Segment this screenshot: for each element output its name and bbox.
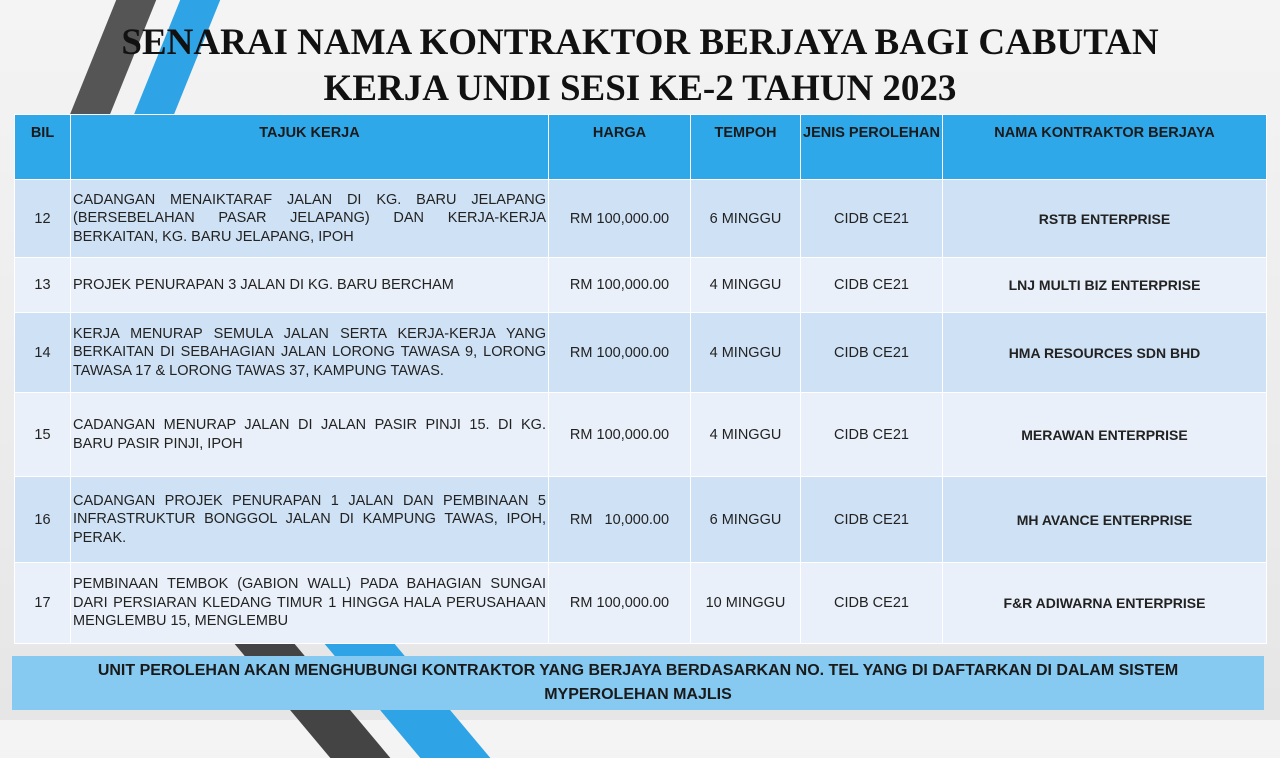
header-tempoh: TEMPOH [691,115,801,180]
cell-nama-kontraktor: HMA RESOURCES SDN BHD [943,313,1267,393]
cell-jenis-perolehan: CIDB CE21 [801,258,943,313]
table-row [15,477,1267,563]
header-jenis-perolehan: JENIS PEROLEHAN [801,115,943,180]
table-header [15,115,1267,180]
cell-tajuk-kerja: CADANGAN PROJEK PENURAPAN 1 JALAN DAN PEMBINAAN 5 INFRASTRUKTUR BONGGOL JALAN DI KAMPUNG TAWAS, IPOH, PERAK. [71,477,549,563]
table-row [15,313,1267,393]
header-harga: HARGA [549,115,691,180]
cell-nama-kontraktor: MERAWAN ENTERPRISE [943,393,1267,477]
cell-nama-kontraktor: F&R ADIWARNA ENTERPRISE [943,563,1267,644]
cell-bil: 15 [15,393,71,477]
footer-notice [12,656,1264,710]
cell-bil: 14 [15,313,71,393]
cell-harga: RM 100,000.00 [549,313,691,393]
table-row [15,258,1267,313]
cell-harga: RM 100,000.00 [549,563,691,644]
cell-tempoh: 6 MINGGU [691,477,801,563]
title-line-2: KERJA UNDI SESI KE-2 TAHUN 2023 [323,68,957,109]
cell-bil: 13 [15,258,71,313]
cell-tajuk-kerja: PROJEK PENURAPAN 3 JALAN DI KG. BARU BERCHAM [71,258,549,313]
cell-harga: RM 10,000.00 [549,477,691,563]
cell-tempoh: 10 MINGGU [691,563,801,644]
cell-nama-kontraktor: LNJ MULTI BIZ ENTERPRISE [943,258,1267,313]
header-nama-kontraktor: NAMA KONTRAKTOR BERJAYA [943,115,1267,180]
cell-bil: 16 [15,477,71,563]
cell-tempoh: 4 MINGGU [691,258,801,313]
title-line-1: SENARAI NAMA KONTRAKTOR BERJAYA BAGI CABUTAN [121,22,1159,63]
footer-notice-text: UNIT PEROLEHAN AKAN MENGHUBUNGI KONTRAKTOR YANG BERJAYA BERDASARKAN NO. TEL YANG DI DAFTARKAN DI DALAM SISTEM MYPEROLEHAN MAJLIS [97,662,1179,703]
cell-jenis-perolehan: CIDB CE21 [801,393,943,477]
cell-nama-kontraktor: RSTB ENTERPRISE [943,180,1267,258]
cell-tajuk-kerja: KERJA MENURAP SEMULA JALAN SERTA KERJA-KERJA YANG BERKAITAN DI SEBAHAGIAN JALAN LORONG TAWASA 9, LORONG TAWASA 17 & LORONG TAWAS 37, KAMPUNG TAWAS. [71,313,549,393]
cell-jenis-perolehan: CIDB CE21 [801,313,943,393]
header-bil: BIL [15,115,71,180]
table-row [15,563,1267,644]
contractor-table [14,114,1267,644]
cell-tempoh: 6 MINGGU [691,180,801,258]
cell-jenis-perolehan: CIDB CE21 [801,180,943,258]
cell-harga: RM 100,000.00 [549,393,691,477]
cell-tempoh: 4 MINGGU [691,393,801,477]
header-tajuk-kerja: TAJUK KERJA [71,115,549,180]
cell-harga: RM 100,000.00 [549,258,691,313]
cell-bil: 12 [15,180,71,258]
cell-jenis-perolehan: CIDB CE21 [801,477,943,563]
cell-tajuk-kerja: PEMBINAAN TEMBOK (GABION WALL) PADA BAHAGIAN SUNGAI DARI PERSIARAN KLEDANG TIMUR 1 HINGGA HALA PERUSAHAAN MENGLEMBU 15, MENGLEMBU [71,563,549,644]
cell-harga: RM 100,000.00 [549,180,691,258]
cell-jenis-perolehan: CIDB CE21 [801,563,943,644]
table-row [15,393,1267,477]
cell-bil: 17 [15,563,71,644]
cell-tajuk-kerja: CADANGAN MENURAP JALAN DI JALAN PASIR PINJI 15. DI KG. BARU PASIR PINJI, IPOH [71,393,549,477]
cell-nama-kontraktor: MH AVANCE ENTERPRISE [943,477,1267,563]
cell-tajuk-kerja: CADANGAN MENAIKTARAF JALAN DI KG. BARU JELAPANG (BERSEBELAHAN PASAR JELAPANG) DAN KERJA-KERJA BERKAITAN, KG. BARU JELAPANG, IPOH [71,180,549,258]
cell-tempoh: 4 MINGGU [691,313,801,393]
page-title [0,20,1280,112]
table-row [15,180,1267,258]
